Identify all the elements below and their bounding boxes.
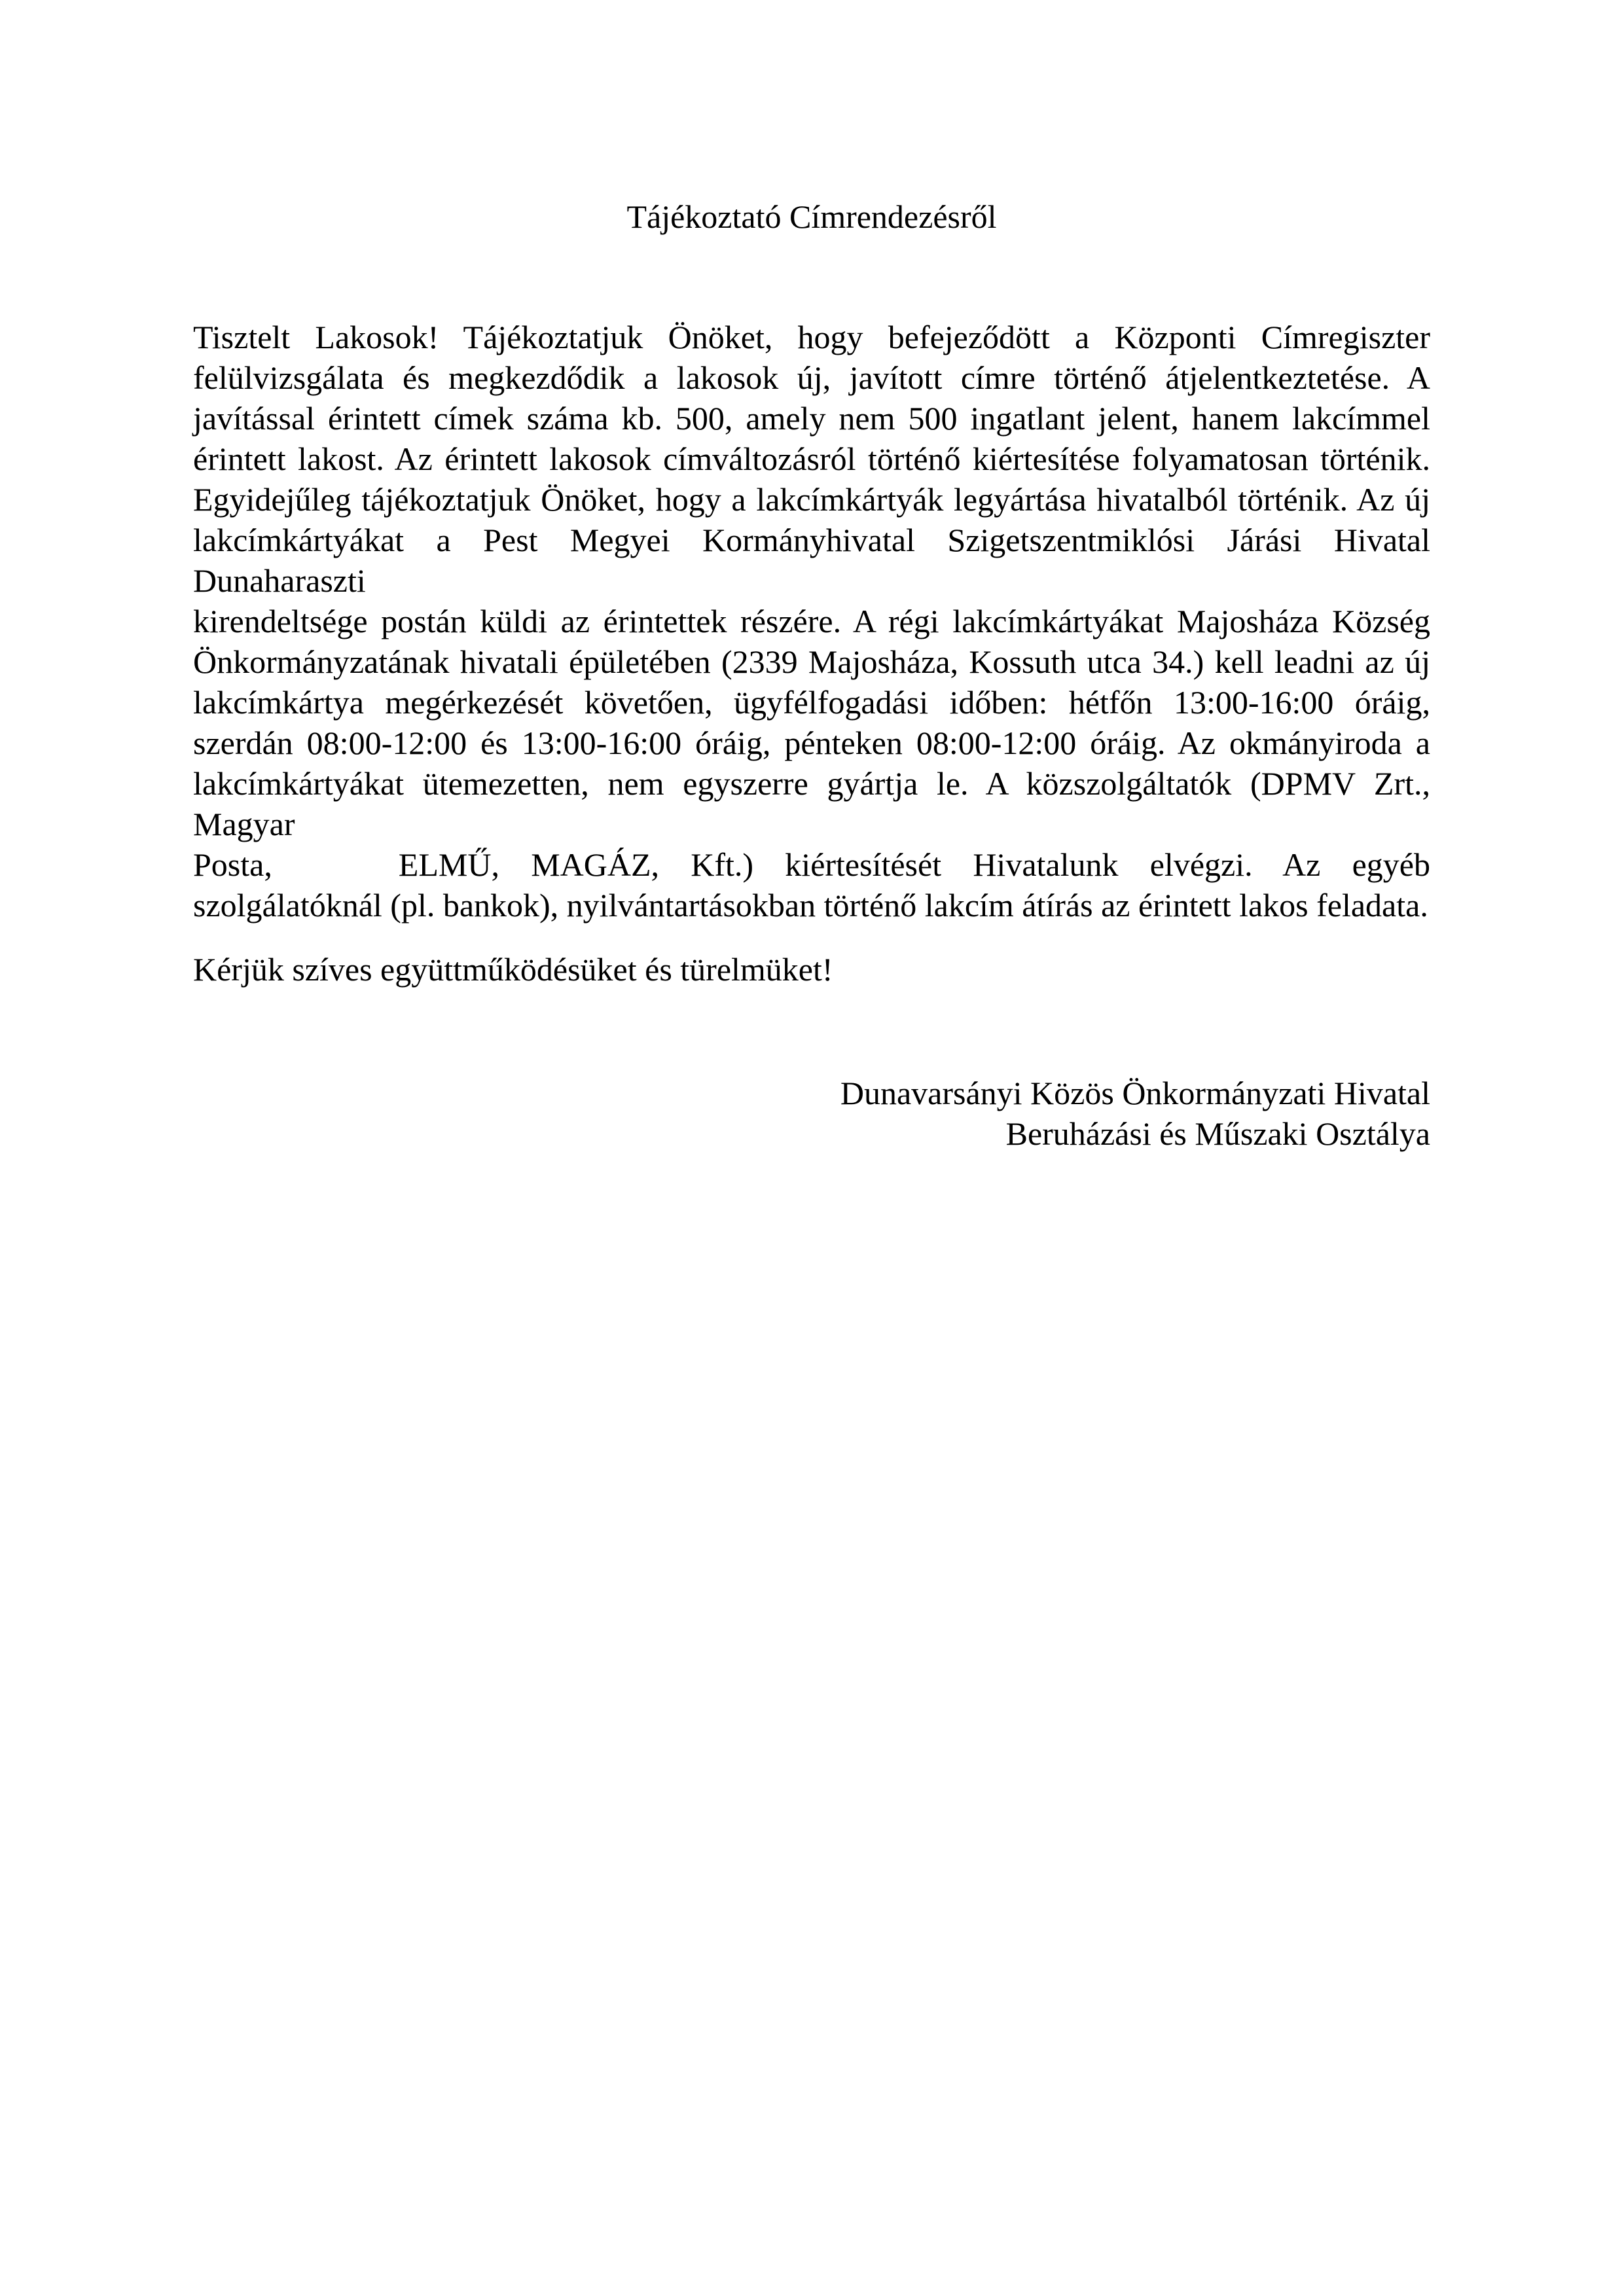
notice-text-line: érintett lakost. Az érintett lakosok címváltozásról történő kiértesítése folyamatosan történik.: [193, 440, 1430, 477]
notice-text-line: Posta, ELMŰ, MAGÁZ, Kft.) kiértesítését Hivatalunk elvégzi. Az egyéb: [193, 846, 1430, 883]
document-title: Tájékoztató Címrendezésről: [626, 198, 997, 235]
notice-text-line: lakcímkártyákat ütemezetten, nem egyszerre gyártja le. A közszolgáltatók (DPMV Zrt., Magyar: [193, 765, 1439, 842]
notice-text-line: javítással érintett címek száma kb. 500, amely nem 500 ingatlant jelent, hanem lakcímmel: [193, 400, 1430, 437]
notice-text-line: Önkormányzatának hivatali épületében (2339 Majosháza, Kossuth utca 34.) kell leadni az új: [193, 643, 1430, 680]
document-content: [193, 0, 1439, 1154]
notice-text-line: Egyidejűleg tájékoztatjuk Önöket, hogy a lakcímkártyák legyártása hivatalból történik. Az új: [193, 481, 1430, 518]
signature-block: [193, 1073, 1430, 1154]
notice-text-line: lakcímkártya megérkezését követően, ügyfélfogadási időben: hétfőn 13:00-16:00 óráig,: [193, 684, 1430, 721]
closing-line: Kérjük szíves együttműködésüket és türelmüket!: [193, 951, 833, 988]
notice-body-paragraph: [193, 317, 1439, 925]
notice-text-line: felülvizsgálata és megkezdődik a lakosok új, javított címre történő átjelentkeztetése. A: [193, 359, 1430, 396]
signature-line: Dunavarsányi Közös Önkormányzati Hivatal: [840, 1075, 1430, 1111]
notice-text-line: szerdán 08:00-12:00 és 13:00-16:00 óráig, pénteken 08:00-12:00 óráig. Az okmányiroda a: [193, 725, 1430, 761]
signature-line: Beruházási és Műszaki Osztálya: [1005, 1115, 1430, 1152]
notice-text-line: Tisztelt Lakosok! Tájékoztatjuk Önöket, hogy befejeződött a Központi Címregiszter: [193, 319, 1430, 355]
notice-text-line: kirendeltsége postán küldi az érintettek részére. A régi lakcímkártyákat Majosháza Község: [193, 603, 1430, 639]
notice-text-line: lakcímkártyákat a Pest Megyei Kormányhivatal Szigetszentmiklósi Járási Hivatal Dunaharaszti: [193, 522, 1439, 599]
notice-text-line: szolgálatóknál (pl. bankok), nyilvántartásokban történő lakcím átírás az érintett lakos feladata.: [193, 887, 1428, 924]
